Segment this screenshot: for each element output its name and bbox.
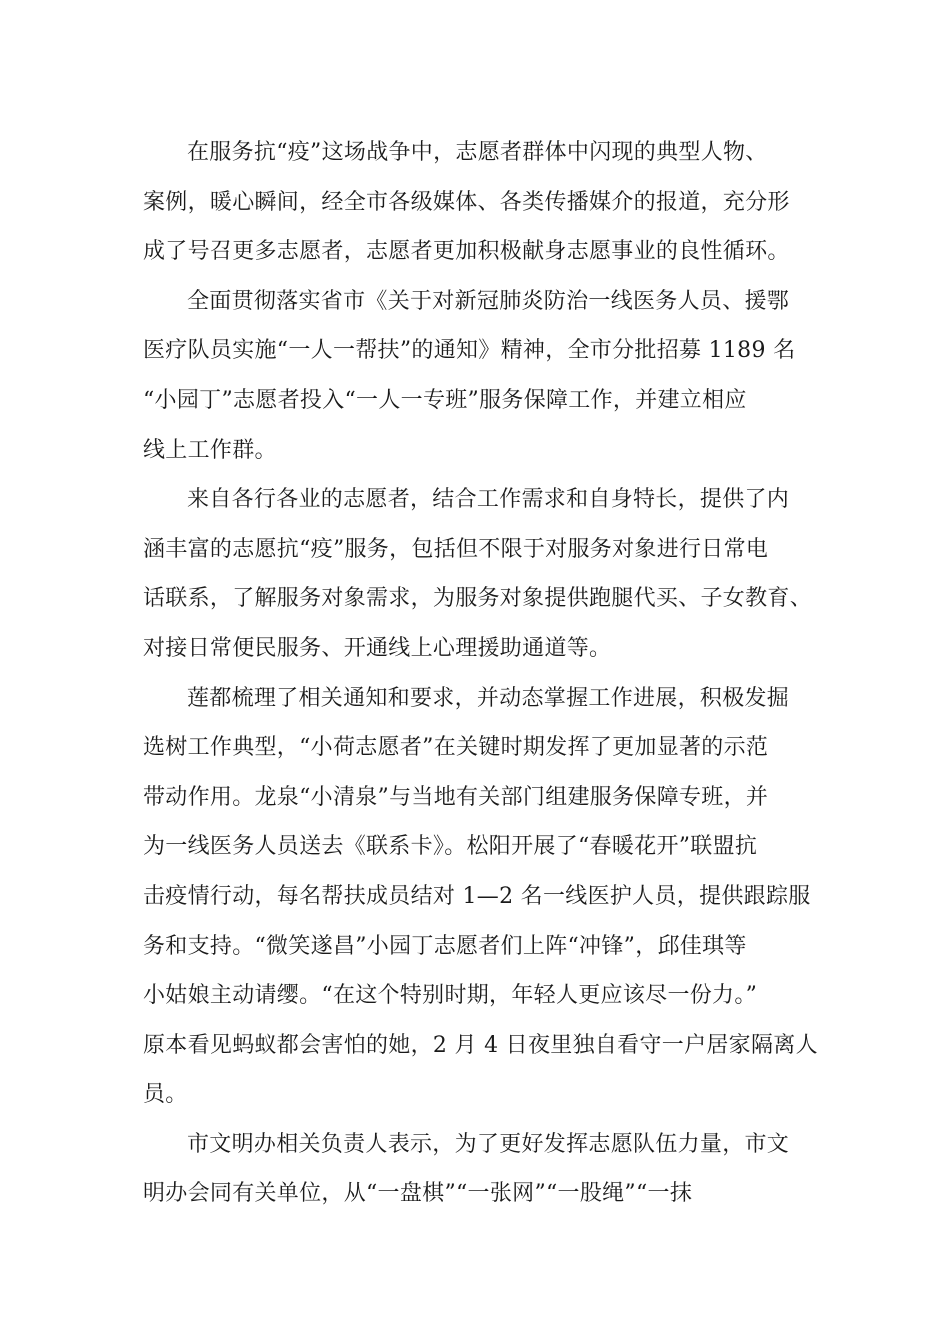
text-line: 全面贯彻落实省市《关于对新冠肺炎防治一线医务人员、援鄂 [187,288,790,314]
text-line: “小园丁”志愿者投入“一人一专班”服务保障工作，并建立相应 [143,387,747,413]
text-line: 线上工作群。 [143,437,277,463]
text-line: 成了号召更多志愿者，志愿者更加积极献身志愿事业的良性循环。 [143,239,790,265]
text-line: 来自各行各业的志愿者，结合工作需求和自身特长，提供了内 [187,487,790,513]
paragraph-5 [143,1120,807,1219]
text-line: 员。 [143,1082,188,1108]
paragraph-1 [143,128,807,277]
text-line: 对接日常便民服务、开通线上心理援助通道等。 [143,635,612,661]
document-body [143,128,818,1219]
paragraph-2 [143,277,807,475]
text-line: 务和支持。“微笑遂昌”小园丁志愿者们上阵“冲锋”，邱佳琪等 [143,933,747,959]
text-line: 明办会同有关单位，从“一盘棋”“一张网”“一股绳”“一抹 [143,1181,693,1207]
text-line: 涵丰富的志愿抗“疫”服务，包括但不限于对服务对象进行日常电 [143,536,769,562]
text-line: 案例，暖心瞬间，经全市各级媒体、各类传播媒介的报道，充分形 [143,189,790,215]
text-line: 小姑娘主动请缨。“在这个特别时期，年轻人更应该尽一份力。” [143,983,758,1009]
text-line: 医疗队员实施“一人一帮扶”的通知》精神，全市分批招募 1189 名 [143,338,796,364]
paragraph-3 [143,475,813,673]
text-line: 话联系，了解服务对象需求，为服务对象提供跑腿代买、子女教育、 [143,586,813,612]
text-line: 在服务抗“疫”这场战争中，志愿者群体中闪现的典型人物、 [187,140,768,165]
text-line: 市文明办相关负责人表示，为了更好发挥志愿队伍力量，市文 [187,1131,790,1157]
text-line: 为一线医务人员送去《联系卡》。松阳开展了“春暖花开”联盟抗 [143,834,758,860]
text-line: 莲都梳理了相关通知和要求，并动态掌握工作进展，积极发掘 [187,685,790,711]
paragraph-4 [143,674,818,1120]
text-line: 选树工作典型，“小荷志愿者”在关键时期发挥了更加显著的示范 [143,735,769,761]
text-line: 带动作用。龙泉“小清泉”与当地有关部门组建服务保障专班，并 [143,784,769,810]
text-line: 原本看见蚂蚁都会害怕的她，2 月 4 日夜里独自看守一户居家隔离人 [143,1032,818,1058]
text-line: 击疫情行动，每名帮扶成员结对 1—2 名一线医护人员，提供跟踪服 [143,883,811,909]
